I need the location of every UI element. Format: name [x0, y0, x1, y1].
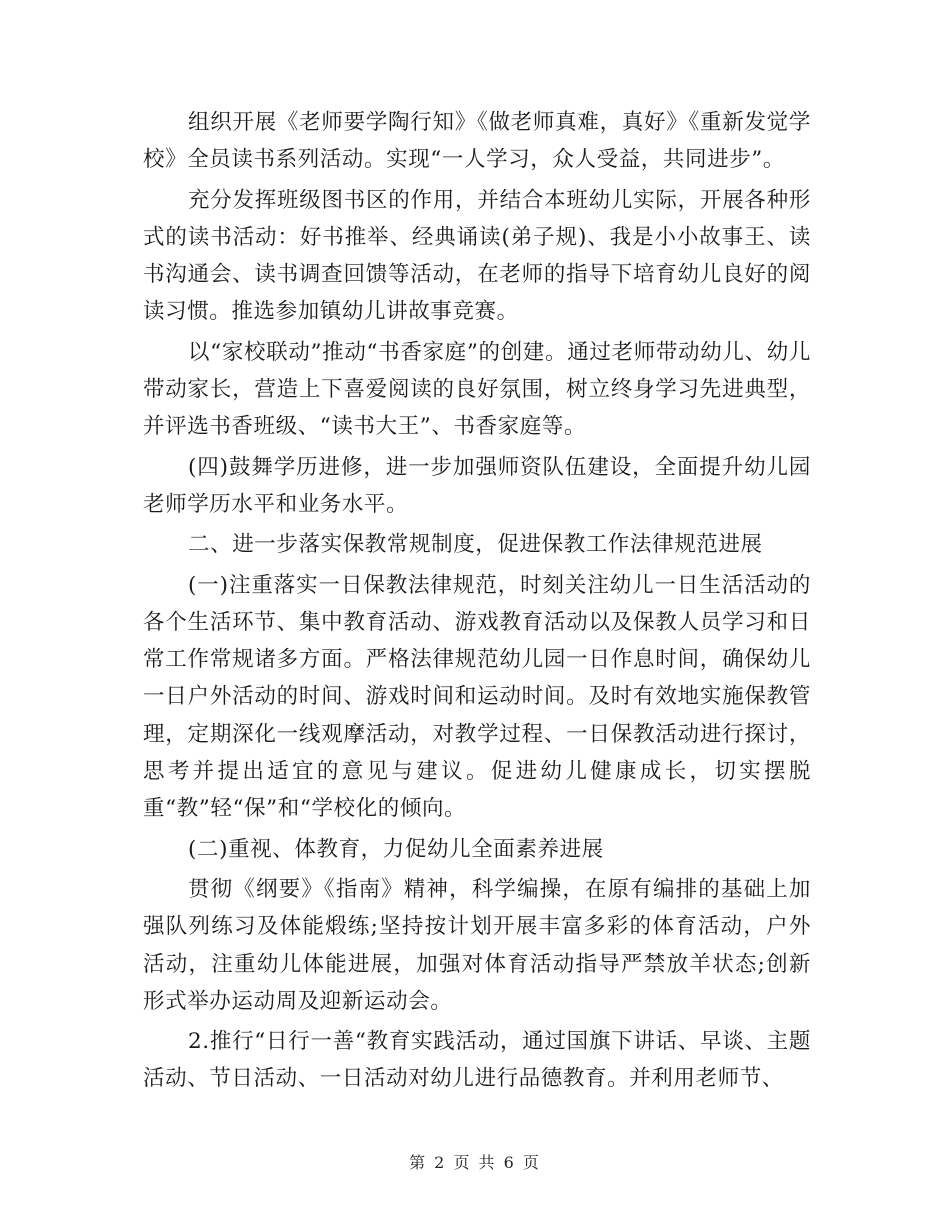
page-number-footer: 第 2 页 共 6 页	[409, 1153, 541, 1172]
subsection-heading: (二)重视、体教育，力促幼儿全面素养进展	[188, 836, 604, 862]
paragraph: 组织开展《老师要学陶行知》《做老师真难，真好》《重新发觉学校》全员读书系列活动。实现“一人学习，众人受益，共同进步”。	[143, 110, 811, 173]
paragraph: 充分发挥班级图书区的作用，并结合本班幼儿实际，开展各种形式的读书活动：好书推举、经典诵读(弟子规)、我是小小故事王、读书沟通会、读书调查回馈等活动，在老师的指导下培育幼儿良好的阅读习惯。推选参加镇幼儿讲故事竞赛。	[143, 187, 811, 325]
document-body	[143, 104, 811, 1101]
section-heading: 二、进一步落实保教常规制度，促进保教工作法律规范进展	[188, 532, 763, 558]
paragraph: 2.推行“日行一善“教育实践活动，通过国旗下讲话、早谈、主题活动、节日活动、一日活动对幼儿进行品德教育。并利用老师节、	[143, 1029, 811, 1092]
paragraph: 贯彻《纲要》《指南》精神，科学编操，在原有编排的基础上加强队列练习及体能煅练;坚持按计划开展丰富多彩的体育活动，户外活动，注重幼儿体能进展，加强对体育活动指导严禁放羊状态;创新形式举办运动周及迎新运动会。	[143, 876, 811, 1014]
paragraph: (四)鼓舞学历进修，进一步加强师资队伍建设，全面提升幼儿园老师学历水平和业务水平。	[143, 454, 811, 517]
paragraph: 以“家校联动”推动“书香家庭”的创建。通过老师带动幼儿、幼儿带动家长，营造上下喜爱阅读的良好氛围，树立终身学习先进典型，并评选书香班级、“读书大王”、书香家庭等。	[143, 339, 811, 440]
paragraph: (一)注重落实一日保教法律规范，时刻关注幼儿一日生活活动的各个生活环节、集中教育活动、游戏教育活动以及保教人员学习和日常工作常规诸多方面。严格法律规范幼儿园一日作息时间，确保幼儿一日户外活动的时间、游戏时间和运动时间。及时有效地实施保教管理，定期深化一线观摩活动，对教学过程、一日保教活动进行探讨，思考并提出适宜的意见与建议。促进幼儿健康成长，切实摆脱重“教”轻“保”和“学校化的倾向。	[143, 572, 811, 822]
